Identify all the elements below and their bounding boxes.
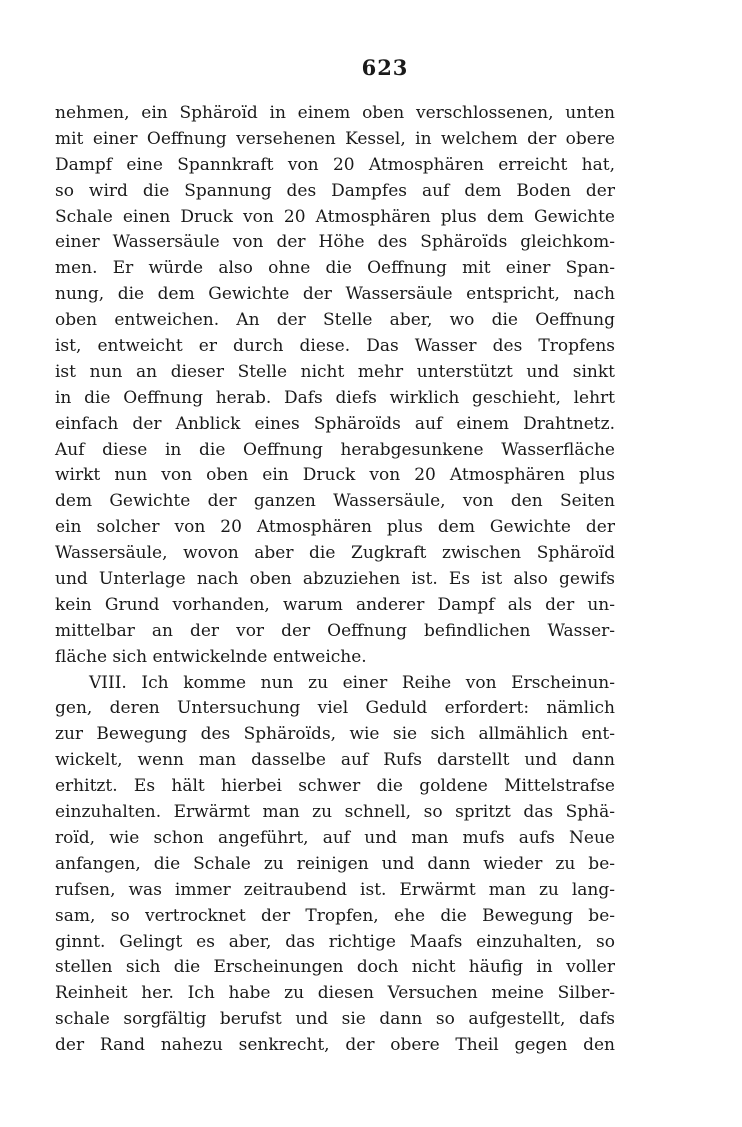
- text-line: oben entweichen. An der Stelle aber, wo die Oeffnung: [55, 310, 615, 331]
- page-number: 623: [361, 55, 409, 80]
- text-line: Schale einen Druck von 20 Atmosphären plus dem Gewichte: [55, 206, 615, 227]
- text-line: Wassersäule, wovon aber die Zugkraft zwischen Sphäroïd: [55, 543, 615, 564]
- text-line: gen, deren Untersuchung viel Geduld erfordert: nämlich: [55, 698, 615, 719]
- text-line: men. Er würde also ohne die Oeffnung mit einer Span-: [55, 258, 615, 279]
- text-line: dem Gewichte der ganzen Wassersäule, von den Seiten: [55, 491, 615, 512]
- text-line: einer Wassersäule von der Höhe des Sphäroïds gleichkom-: [55, 232, 615, 253]
- text-line: in die Oeffnung herab. Dafs diefs wirklich geschieht, lehrt: [55, 387, 615, 408]
- text-line: sam, so vertrocknet der Tropfen, ehe die Bewegung be-: [55, 905, 615, 926]
- text-line: mit einer Oeffnung versehenen Kessel, in welchem der obere: [55, 128, 615, 149]
- text-line: VIII. Ich komme nun zu einer Reihe von Erscheinun-: [89, 672, 615, 693]
- text-line: fläche sich entwickelnde entweiche.: [55, 646, 367, 667]
- text-line: ein solcher von 20 Atmosphären plus dem Gewichte der: [55, 517, 615, 538]
- text-line: ginnt. Gelingt es aber, das richtige Maafs einzuhalten, so: [55, 931, 615, 952]
- text-line: mittelbar an der vor der Oeffnung befindlichen Wasser-: [55, 620, 615, 641]
- body-text: [55, 101, 615, 1059]
- text-line: und Unterlage nach oben abzuziehen ist. Es ist also gewifs: [55, 569, 615, 590]
- text-line: nung, die dem Gewichte der Wassersäule entspricht, nach: [55, 284, 615, 305]
- text-line: rufsen, was immer zeitraubend ist. Erwärmt man zu lang-: [55, 879, 615, 900]
- text-line: einzuhalten. Erwärmt man zu schnell, so spritzt das Sphä-: [55, 802, 615, 823]
- text-line: schale sorgfältig berufst und sie dann so aufgestellt, dafs: [55, 1009, 615, 1030]
- text-line: so wird die Spannung des Dampfes auf dem Boden der: [55, 180, 615, 201]
- text-line: roïd, wie schon angeführt, auf und man mufs aufs Neue: [55, 827, 615, 848]
- text-line: wickelt, wenn man dasselbe auf Rufs darstellt und dann: [55, 750, 615, 771]
- text-line: einfach der Anblick eines Sphäroïds auf einem Drahtnetz.: [55, 413, 615, 434]
- text-line: Auf diese in die Oeffnung herabgesunkene Wasserfläche: [55, 439, 615, 460]
- text-line: wirkt nun von oben ein Druck von 20 Atmosphären plus: [55, 465, 615, 486]
- text-line: der Rand nahezu senkrecht, der obere Theil gegen den: [55, 1035, 615, 1056]
- text-line: erhitzt. Es hält hierbei schwer die goldene Mittelstrafse: [55, 776, 615, 797]
- text-line: zur Bewegung des Sphäroïds, wie sie sich allmählich ent-: [55, 724, 615, 745]
- text-line: anfangen, die Schale zu reinigen und dann wieder zu be-: [55, 853, 615, 874]
- text-line: ist, entweicht er durch diese. Das Wasser des Tropfens: [55, 336, 615, 357]
- text-line: kein Grund vorhanden, warum anderer Dampf als der un-: [55, 594, 615, 615]
- text-line: Dampf eine Spannkraft von 20 Atmosphären erreicht hat,: [55, 154, 615, 175]
- text-line: Reinheit her. Ich habe zu diesen Versuchen meine Silber-: [55, 983, 615, 1004]
- text-line: ist nun an dieser Stelle nicht mehr unterstützt und sinkt: [55, 361, 615, 382]
- text-line: stellen sich die Erscheinungen doch nicht häufig in voller: [55, 957, 615, 978]
- text-line: nehmen, ein Sphäroïd in einem oben verschlossenen, unten: [55, 103, 615, 123]
